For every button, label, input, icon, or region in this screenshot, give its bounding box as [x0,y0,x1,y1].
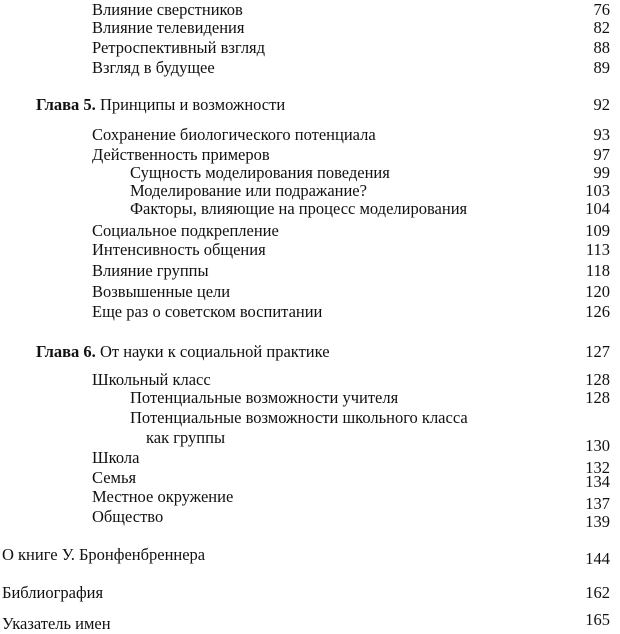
toc-entry-page: 120 [585,282,610,301]
toc-entry-page: 127 [585,342,610,361]
toc-entry-page: 130 [585,436,610,455]
toc-entry [0,583,620,603]
toc-entry-page: 89 [593,58,610,77]
toc-entry-page: 144 [585,549,610,568]
toc-entry-title: Потенциальные возможности учителя [130,388,399,407]
toc-entry [0,199,620,219]
toc-entry [0,18,620,38]
toc-entry-title: Действенность примеров [92,145,270,164]
toc-entry-page: 82 [593,18,610,37]
toc-entry-title: Влияние сверстников [92,0,243,19]
toc-entry-page: 99 [593,163,610,182]
toc-entry-title: Указатель имен [2,614,111,633]
toc-entry-page: 128 [585,388,610,407]
toc-entry [0,181,620,201]
toc-entry [0,545,620,568]
toc-entry-page: 139 [585,512,610,531]
toc-entry-page: 92 [593,95,610,114]
toc-entry-page: 126 [585,302,610,321]
toc-entry-title: Общество [92,507,164,526]
toc-entry-title: Ретроспективный взгляд [92,38,266,57]
toc-entry-title: Семья [92,468,137,487]
toc-entry [0,408,620,428]
toc-entry [0,428,620,455]
chapter-title: Принципы и возможности [99,95,286,114]
toc-entry-title: Факторы, влияющие на процесс моделирования [130,199,468,218]
toc-entry-title: Школа [92,448,140,467]
toc-entry-title: Интенсивность общения [92,240,266,259]
toc-entry [0,370,620,390]
toc-entry [0,610,620,634]
toc-entry [0,221,620,241]
toc-entry-page: 109 [585,221,610,240]
chapter-label: Глава 5. [36,95,96,114]
toc-entry [0,448,620,477]
chapter-label: Глава 6. [36,342,96,361]
toc-entry-page: 118 [585,261,610,280]
toc-entry [0,388,620,408]
toc-entry [0,0,620,20]
toc-entry-title: как группы [146,428,226,447]
toc-entry-page: 104 [585,199,610,218]
toc-entry-page: 113 [585,240,610,259]
toc-entry-title: Библиография [2,583,104,602]
toc-entry [0,302,620,322]
toc-entry [0,468,620,491]
toc-entry-title: Моделирование или подражание? [130,181,367,200]
toc-entry-page: 76 [593,0,610,19]
toc-entry [0,163,620,183]
toc-entry-title: Влияние группы [92,261,209,280]
toc-chapter-6 [0,342,620,362]
toc-entry [0,282,620,302]
toc-entry-page: 97 [593,145,610,164]
toc-entry-page: 103 [585,181,610,200]
toc-chapter-heading [36,342,330,362]
toc-entry [0,38,620,58]
toc-entry-page: 134 [585,472,610,491]
toc-entry [0,125,620,145]
toc-chapter-heading [36,95,285,115]
toc-entry [0,261,620,281]
toc-entry-title: Школьный класс [92,370,211,389]
toc-entry-page: 128 [585,370,610,389]
toc-entry [0,240,620,260]
toc-entry-title: Возвышенные цели [92,282,231,301]
toc-entry-title: Влияние телевидения [92,18,245,37]
toc-entry-page: 137 [585,494,610,513]
toc-entry-title: Потенциальные возможности школьного класса [130,408,468,427]
toc-entry-title: Еще раз о советском воспитании [92,302,323,321]
toc-entry-title: О книге У. Бронфенбреннера [2,545,206,564]
toc-entry [0,145,620,165]
toc-entry [0,487,620,513]
toc-entry-page: 93 [593,125,610,144]
chapter-title: От науки к социальной практике [99,342,330,361]
toc-entry-page: 88 [593,38,610,57]
toc-entry-title: Сущность моделирования поведения [130,163,390,182]
toc-entry-page: 132 [585,458,610,477]
toc-entry-page: 162 [585,583,610,602]
toc-entry-page: 165 [585,610,610,629]
toc-entry [0,58,620,78]
toc-entry [0,507,620,531]
toc-entry-title: Сохранение биологического потенциала [92,125,376,144]
toc-entry-title: Взгляд в будущее [92,58,215,77]
toc-chapter-5 [0,95,620,115]
toc-entry-title: Социальное подкрепление [92,221,279,240]
toc-entry-title: Местное окружение [92,487,234,506]
